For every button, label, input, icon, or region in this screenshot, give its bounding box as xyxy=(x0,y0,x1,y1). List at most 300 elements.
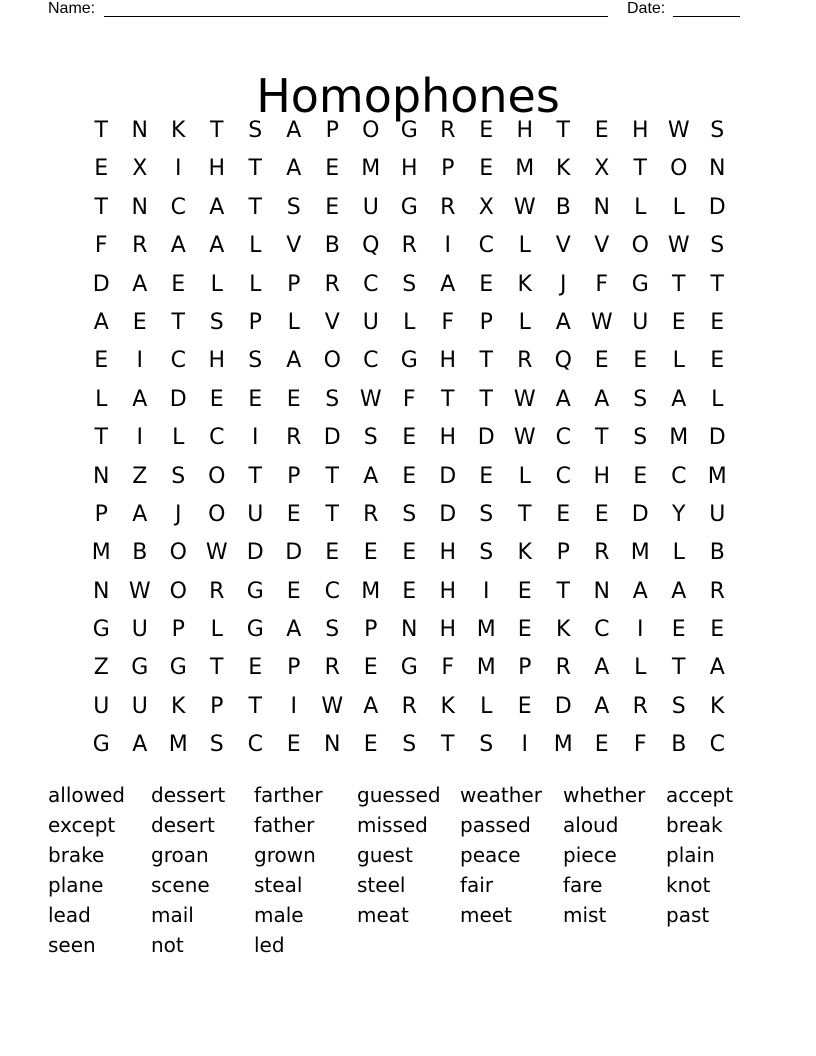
grid-cell: J xyxy=(560,271,567,297)
grid-cell: L xyxy=(95,386,108,412)
word-list-item: meat xyxy=(357,903,409,927)
grid-cell: U xyxy=(362,194,379,220)
word-list-item: male xyxy=(254,903,304,927)
grid-cell: T xyxy=(325,463,339,489)
name-label: Name: xyxy=(48,0,96,17)
grid-cell: M xyxy=(669,425,689,451)
grid-cell: T xyxy=(210,655,224,681)
grid-cell: E xyxy=(94,156,109,182)
word-list-item: grown xyxy=(254,843,316,867)
word-list-item: passed xyxy=(460,813,531,837)
grid-cell: F xyxy=(595,271,609,297)
grid-cell: A xyxy=(363,463,379,489)
grid-cell: G xyxy=(246,617,264,643)
grid-cell: E xyxy=(517,617,532,643)
grid-cell: P xyxy=(94,501,108,527)
grid-cell: E xyxy=(710,617,725,643)
grid-cell: V xyxy=(324,309,340,335)
grid-cell: N xyxy=(593,578,610,604)
grid-cell: L xyxy=(172,425,185,451)
grid-cell: W xyxy=(321,693,344,719)
grid-cell: P xyxy=(518,655,532,681)
grid-cell: C xyxy=(170,194,186,220)
grid-cell: I xyxy=(175,156,182,182)
grid-cell: O xyxy=(323,348,341,374)
grid-cell: A xyxy=(286,617,302,643)
grid-cell: I xyxy=(521,732,528,758)
grid-cell: L xyxy=(672,194,685,220)
grid-cell: R xyxy=(440,118,456,143)
grid-cell: I xyxy=(252,425,259,451)
word-list-item: except xyxy=(48,813,116,837)
grid-cell: O xyxy=(169,540,187,566)
grid-cell: S xyxy=(286,194,301,220)
grid-cell: T xyxy=(94,194,108,220)
grid-cell: L xyxy=(518,233,531,259)
grid-cell: T xyxy=(556,578,570,604)
grid-cell: A xyxy=(93,309,109,335)
grid-cell: E xyxy=(132,309,147,335)
grid-cell: E xyxy=(517,578,532,604)
word-list-item: farther xyxy=(254,783,323,807)
grid-cell: U xyxy=(131,693,148,719)
grid-cell: T xyxy=(518,501,532,527)
grid-cell: A xyxy=(286,156,302,182)
word-list-item: break xyxy=(666,813,723,837)
grid-cell: P xyxy=(364,617,378,643)
grid-cell: D xyxy=(92,271,110,297)
grid-cell: B xyxy=(132,540,148,566)
grid-cell: O xyxy=(631,233,649,259)
grid-cell: G xyxy=(400,118,418,143)
grid-cell: H xyxy=(208,156,226,182)
grid-cell: G xyxy=(400,655,418,681)
grid-cell: D xyxy=(246,540,264,566)
word-list-item: groan xyxy=(151,843,209,867)
grid-cell: N xyxy=(93,578,110,604)
word-list-item: lead xyxy=(48,903,91,927)
grid-cell: C xyxy=(478,233,494,259)
grid-cell: F xyxy=(633,732,647,758)
grid-cell: E xyxy=(633,348,648,374)
grid-cell: F xyxy=(441,655,455,681)
grid-cell: R xyxy=(401,693,417,719)
grid-cell: M xyxy=(476,617,496,643)
word-list-item: seen xyxy=(48,933,96,957)
grid-cell: S xyxy=(248,348,263,374)
grid-cell: M xyxy=(707,463,727,489)
grid-cell: E xyxy=(94,348,109,374)
grid-cell: E xyxy=(479,156,494,182)
grid-cell: E xyxy=(363,655,378,681)
grid-cell: E xyxy=(479,118,494,143)
grid-cell: S xyxy=(402,271,417,297)
grid-cell: Y xyxy=(672,501,686,527)
word-list-item: guessed xyxy=(357,783,441,807)
grid-cell: W xyxy=(128,578,151,604)
grid-cell: T xyxy=(248,693,262,719)
grid-cell: L xyxy=(634,194,647,220)
grid-cell: C xyxy=(247,732,263,758)
grid-cell: A xyxy=(132,501,148,527)
grid-cell: E xyxy=(594,118,609,143)
grid-cell: C xyxy=(170,348,186,374)
grid-cell: E xyxy=(286,732,301,758)
word-list xyxy=(48,780,769,960)
grid-cell: A xyxy=(286,118,302,143)
grid-cell: U xyxy=(131,617,148,643)
grid-cell: R xyxy=(632,693,648,719)
grid-cell: H xyxy=(516,118,534,143)
grid-cell: S xyxy=(479,540,494,566)
grid-cell: K xyxy=(556,617,571,643)
grid-cell: A xyxy=(132,732,148,758)
grid-cell: T xyxy=(633,156,647,182)
grid-cell: R xyxy=(324,271,340,297)
grid-cell: N xyxy=(593,194,610,220)
grid-cell: H xyxy=(439,425,457,451)
grid-cell: R xyxy=(517,348,533,374)
grid-cell: D xyxy=(477,425,495,451)
grid-cell: P xyxy=(441,156,455,182)
grid-cell: A xyxy=(363,693,379,719)
grid-cell: I xyxy=(136,425,143,451)
grid-cell: R xyxy=(132,233,148,259)
grid-cell: E xyxy=(402,425,417,451)
grid-cell: B xyxy=(555,194,571,220)
grid-cell: C xyxy=(555,463,571,489)
grid-cell: X xyxy=(594,156,610,182)
grid-cell: E xyxy=(248,386,263,412)
grid-cell: U xyxy=(362,309,379,335)
grid-cell: T xyxy=(248,156,262,182)
grid-cell: H xyxy=(439,348,457,374)
grid-cell: T xyxy=(710,271,724,297)
grid-cell: E xyxy=(248,655,263,681)
grid-cell: E xyxy=(402,463,417,489)
grid-cell: B xyxy=(709,540,725,566)
grid-cell: M xyxy=(168,732,188,758)
grid-cell: L xyxy=(403,309,416,335)
grid-cell: S xyxy=(325,617,340,643)
grid-cell: A xyxy=(209,233,225,259)
grid-cell: C xyxy=(671,463,687,489)
grid-cell: K xyxy=(440,693,455,719)
grid-cell: D xyxy=(169,386,187,412)
grid-cell: E xyxy=(517,693,532,719)
grid-cell: W xyxy=(667,118,690,143)
grid-cell: E xyxy=(594,348,609,374)
grid-cell: T xyxy=(94,425,108,451)
grid-cell: W xyxy=(667,233,690,259)
grid-cell: S xyxy=(671,693,686,719)
grid-cell: E xyxy=(325,540,340,566)
grid-cell: K xyxy=(171,118,186,143)
word-list-item: father xyxy=(254,813,315,837)
grid-cell: V xyxy=(555,233,571,259)
word-list-item: accept xyxy=(666,783,734,807)
word-list-item: fair xyxy=(460,873,494,897)
grid-cell: X xyxy=(132,156,148,182)
grid-cell: G xyxy=(246,578,264,604)
grid-cell: P xyxy=(325,118,339,143)
grid-cell: O xyxy=(208,501,226,527)
grid-cell: A xyxy=(632,578,648,604)
grid-cell: D xyxy=(554,693,572,719)
grid-cell: M xyxy=(515,156,535,182)
grid-cell: G xyxy=(400,194,418,220)
grid-cell: D xyxy=(439,463,457,489)
grid-cell: P xyxy=(171,617,185,643)
grid-cell: E xyxy=(286,386,301,412)
word-list-item: dessert xyxy=(151,783,226,807)
grid-cell: L xyxy=(287,309,300,335)
grid-cell: T xyxy=(441,386,455,412)
grid-cell: I xyxy=(136,348,143,374)
grid-cell: A xyxy=(170,233,186,259)
grid-cell: H xyxy=(439,578,457,604)
word-list-item: meet xyxy=(460,903,512,927)
grid-cell: G xyxy=(631,271,649,297)
grid-cell: S xyxy=(171,463,186,489)
grid-cell: T xyxy=(556,118,570,143)
grid-cell: E xyxy=(671,617,686,643)
grid-cell: E xyxy=(363,732,378,758)
grid-cell: C xyxy=(555,425,571,451)
grid-cell: U xyxy=(93,693,110,719)
grid-cell: O xyxy=(169,578,187,604)
grid-cell: T xyxy=(479,348,493,374)
grid-cell: M xyxy=(476,655,496,681)
grid-cell: M xyxy=(553,732,573,758)
grid-cell: D xyxy=(439,501,457,527)
grid-cell: E xyxy=(325,156,340,182)
grid-cell: O xyxy=(208,463,226,489)
grid-cell: T xyxy=(210,118,224,143)
grid-cell: K xyxy=(517,540,532,566)
grid-cell: A xyxy=(286,348,302,374)
grid-cell: V xyxy=(594,233,610,259)
grid-cell: R xyxy=(555,655,571,681)
date-line[interactable] xyxy=(673,16,740,17)
grid-cell: K xyxy=(517,271,532,297)
word-list-item: desert xyxy=(151,813,215,837)
grid-cell: Z xyxy=(132,463,148,489)
grid-cell: T xyxy=(248,194,262,220)
grid-cell: W xyxy=(513,386,536,412)
grid-cell: P xyxy=(556,540,570,566)
grid-cell: A xyxy=(209,194,225,220)
grid-cell: F xyxy=(441,309,455,335)
grid-cell: E xyxy=(402,578,417,604)
word-list-item: plane xyxy=(48,873,104,897)
grid-cell: A xyxy=(594,693,610,719)
grid-cell: W xyxy=(513,194,536,220)
grid-cell: E xyxy=(402,540,417,566)
word-list-item: missed xyxy=(357,813,428,837)
word-list-item: not xyxy=(151,933,184,957)
grid-cell: R xyxy=(401,233,417,259)
grid-cell: L xyxy=(480,693,493,719)
grid-cell: D xyxy=(708,194,726,220)
grid-cell: T xyxy=(171,309,185,335)
grid-cell: D xyxy=(631,501,649,527)
word-list-item: plain xyxy=(666,843,715,867)
grid-cell: W xyxy=(590,309,613,335)
grid-cell: I xyxy=(637,617,644,643)
grid-cell: D xyxy=(708,425,726,451)
grid-cell: G xyxy=(400,348,418,374)
grid-cell: A xyxy=(709,655,725,681)
grid-cell: A xyxy=(440,271,456,297)
grid-cell: T xyxy=(248,463,262,489)
grid-cell: Z xyxy=(93,655,109,681)
grid-cell: H xyxy=(208,348,226,374)
grid-cell: E xyxy=(671,309,686,335)
grid-cell: H xyxy=(439,617,457,643)
grid-cell: P xyxy=(287,655,301,681)
word-list-item: guest xyxy=(357,843,413,867)
grid-cell: S xyxy=(209,732,224,758)
word-list-item: fare xyxy=(563,873,603,897)
grid-cell: O xyxy=(670,156,688,182)
grid-cell: B xyxy=(324,233,340,259)
grid-cell: I xyxy=(444,233,451,259)
grid-cell: A xyxy=(671,386,687,412)
grid-cell: M xyxy=(361,578,381,604)
grid-cell: M xyxy=(630,540,650,566)
grid-cell: C xyxy=(363,271,379,297)
grid-cell: N xyxy=(93,463,110,489)
grid-cell: E xyxy=(556,501,571,527)
grid-cell: L xyxy=(210,617,223,643)
grid-cell: S xyxy=(479,501,494,527)
grid-cell: C xyxy=(209,425,225,451)
grid-cell: A xyxy=(594,655,610,681)
grid-cell: L xyxy=(711,386,724,412)
grid-cell: K xyxy=(556,156,571,182)
grid-cell: P xyxy=(479,309,493,335)
word-list-item: mist xyxy=(563,903,607,927)
grid-cell: T xyxy=(479,386,493,412)
grid-cell: J xyxy=(175,501,182,527)
grid-cell: S xyxy=(248,118,263,143)
page-title: Homophones xyxy=(256,68,560,123)
header xyxy=(48,0,740,20)
grid-cell: R xyxy=(286,425,302,451)
grid-cell: L xyxy=(210,271,223,297)
grid-cell: E xyxy=(479,463,494,489)
grid-cell: H xyxy=(631,118,649,143)
grid-cell: E xyxy=(171,271,186,297)
grid-cell: S xyxy=(633,425,648,451)
grid-cell: E xyxy=(479,271,494,297)
grid-cell: G xyxy=(92,732,110,758)
grid-cell: N xyxy=(401,617,418,643)
grid-cell: R xyxy=(209,578,225,604)
name-line[interactable] xyxy=(104,16,608,17)
grid-cell: E xyxy=(325,194,340,220)
grid-cell: Q xyxy=(362,233,380,259)
grid-cell: U xyxy=(709,501,726,527)
grid-cell: H xyxy=(439,540,457,566)
letter-grid xyxy=(82,112,737,765)
word-list-item: weather xyxy=(460,783,542,807)
grid-cell: X xyxy=(478,194,494,220)
grid-cell: K xyxy=(171,693,186,719)
word-list-item: steel xyxy=(357,873,406,897)
grid-cell: L xyxy=(249,233,262,259)
word-list-item: peace xyxy=(460,843,521,867)
grid-cell: W xyxy=(513,425,536,451)
word-list-item: knot xyxy=(666,873,711,897)
grid-cell: T xyxy=(325,501,339,527)
grid-cell: M xyxy=(91,540,111,566)
grid-cell: S xyxy=(402,501,417,527)
grid-cell: A xyxy=(594,386,610,412)
grid-cell: S xyxy=(363,425,378,451)
grid-cell: E xyxy=(710,348,725,374)
grid-cell: R xyxy=(363,501,379,527)
grid-cell: E xyxy=(633,463,648,489)
grid-cell: G xyxy=(131,655,149,681)
grid-cell: E xyxy=(286,501,301,527)
grid-cell: G xyxy=(169,655,187,681)
grid-cell: R xyxy=(440,194,456,220)
grid-cell: T xyxy=(672,655,686,681)
grid-cell: R xyxy=(324,655,340,681)
grid-cell: H xyxy=(593,463,611,489)
grid-cell: T xyxy=(672,271,686,297)
grid-cell: T xyxy=(94,118,108,143)
grid-cell: E xyxy=(363,540,378,566)
word-list-item: piece xyxy=(563,843,617,867)
grid-cell: E xyxy=(710,309,725,335)
grid-cell: S xyxy=(479,732,494,758)
grid-cell: F xyxy=(94,233,108,259)
grid-cell: L xyxy=(672,348,685,374)
grid-cell: H xyxy=(400,156,418,182)
grid-cell: S xyxy=(325,386,340,412)
word-list-item: brake xyxy=(48,843,105,867)
grid-cell: A xyxy=(132,386,148,412)
word-list-item: steal xyxy=(254,873,303,897)
grid-cell: G xyxy=(92,617,110,643)
grid-cell: N xyxy=(131,118,148,143)
date-label: Date: xyxy=(627,0,666,17)
grid-cell: E xyxy=(286,578,301,604)
grid-cell: C xyxy=(594,617,610,643)
grid-cell: R xyxy=(709,578,725,604)
grid-cell: T xyxy=(595,425,609,451)
grid-cell: U xyxy=(247,501,264,527)
grid-cell: Q xyxy=(554,348,572,374)
grid-cell: P xyxy=(287,271,301,297)
word-list-item: mail xyxy=(151,903,194,927)
grid-cell: S xyxy=(209,309,224,335)
grid-cell: N xyxy=(324,732,341,758)
grid-cell: M xyxy=(361,156,381,182)
grid-cell: N xyxy=(131,194,148,220)
grid-cell: P xyxy=(210,693,224,719)
word-list-item: whether xyxy=(563,783,646,807)
grid-cell: E xyxy=(594,732,609,758)
grid-cell: O xyxy=(362,118,380,143)
grid-cell: P xyxy=(287,463,301,489)
word-list-item: allowed xyxy=(48,783,125,807)
grid-cell: S xyxy=(710,118,725,143)
grid-cell: S xyxy=(710,233,725,259)
